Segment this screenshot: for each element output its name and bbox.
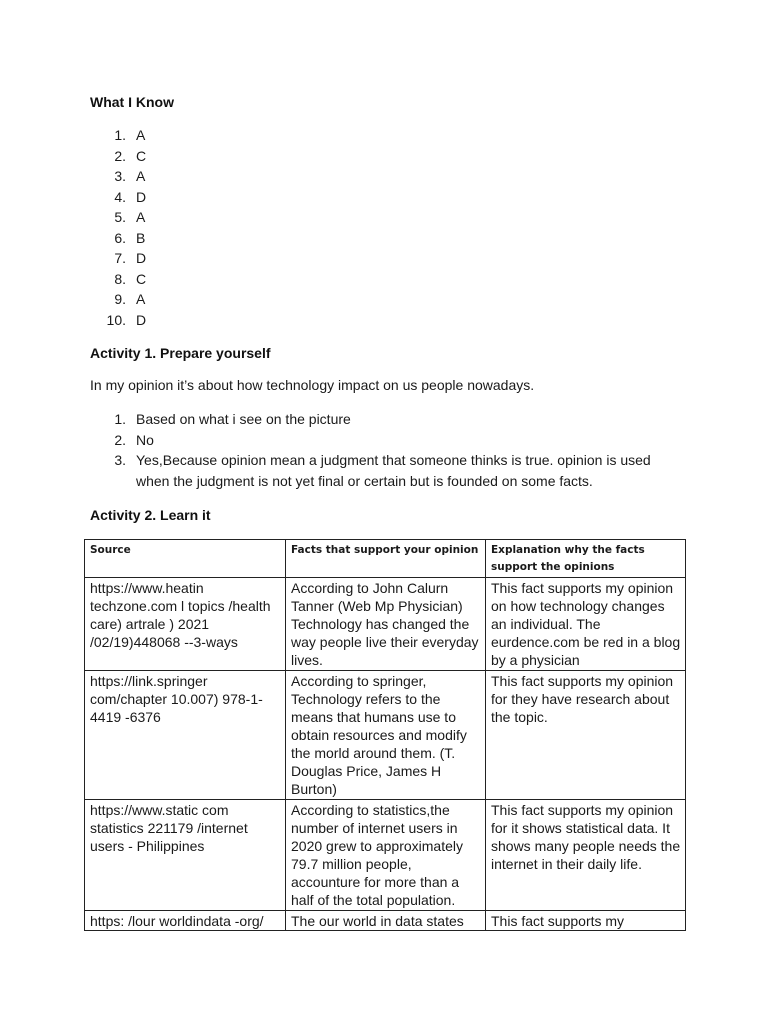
item-number: 3. <box>114 452 126 469</box>
cell-text: The our world in data states <box>291 913 464 929</box>
source-cell: https://www.static com statistics 221179 /internet users - Philippines <box>85 800 286 911</box>
table-row <box>85 911 686 931</box>
column-header-explanation: Explanation why the facts support the opinions <box>486 540 686 578</box>
item-number: 10. <box>106 311 126 328</box>
explanation-cell: This fact supports my opinion for they have research about the topic. <box>486 671 686 800</box>
list-item <box>90 289 390 310</box>
item-number: 2. <box>114 431 126 448</box>
explanation-cell: This fact supports my opinion for it shows statistical data. It shows many people needs the internet in their daily life. <box>486 800 686 911</box>
sources-table <box>84 539 686 931</box>
answer-text: B <box>136 229 146 246</box>
answer-text: C <box>136 147 147 164</box>
table-row <box>85 578 686 671</box>
answer-text: D <box>136 250 147 266</box>
item-text: Yes,Because opinion mean a judgment that someone thinks is true. opinion is used when the judgment is not yet final or certain but is founded on some facts. <box>136 452 651 489</box>
facts-cell: According to springer, Technology refers to the means that humans use to obtain resources and modify the morld around them. (T. Douglas Price, James H Burton) <box>286 671 486 800</box>
item-text: No <box>136 431 154 448</box>
list-item <box>90 125 390 146</box>
facts-cell <box>286 911 486 931</box>
list-item <box>90 269 390 290</box>
what-i-know-heading: What I Know <box>90 94 174 110</box>
item-number: 1. <box>114 127 126 143</box>
answer-text: A <box>136 209 146 225</box>
answer-text: A <box>136 168 146 184</box>
item-number: 3. <box>114 168 126 184</box>
column-header-facts: Facts that support your opinion <box>286 540 486 578</box>
facts-cell: According to statistics,the number of internet users in 2020 grew to approximately 79.7 million people, accounture for more than a half of the total population. <box>286 800 486 911</box>
answer-list <box>90 125 390 330</box>
cell-text: https: /lour worldindata -org/ <box>90 913 264 929</box>
answer-text: A <box>136 291 146 307</box>
answer-text: C <box>136 270 147 287</box>
table-row <box>85 800 686 911</box>
activity1-list <box>90 409 680 491</box>
table-row <box>85 671 686 800</box>
list-item <box>90 409 680 430</box>
list-item <box>90 228 390 249</box>
table-header-row <box>85 540 686 578</box>
source-cell: https://www.heatin techzone.com l topics /health care) artrale ) 2021 /02/19)448068 --3-ways <box>85 578 286 671</box>
list-item <box>90 146 390 167</box>
explanation-cell: This fact supports my opinion on how technology changes an individual. The eurdence.com be red in a blog by a physician <box>486 578 686 671</box>
list-item <box>90 450 680 491</box>
answer-text: D <box>136 188 147 205</box>
cell-text: This fact supports my <box>491 913 625 929</box>
item-number: 7. <box>114 250 126 266</box>
item-number: 6. <box>114 229 126 246</box>
item-text: Based on what i see on the picture <box>136 411 351 427</box>
item-number: 8. <box>114 270 126 287</box>
list-item <box>90 187 390 208</box>
list-item <box>90 166 390 187</box>
activity1-heading: Activity 1. Prepare yourself <box>90 345 271 361</box>
list-item <box>90 310 390 331</box>
source-cell: https://link.springer com/chapter 10.007) 978-1-4419 -6376 <box>85 671 286 800</box>
facts-cell: According to John Calurn Tanner (Web Mp Physician) Technology has changed the way people live their everyday lives. <box>286 578 486 671</box>
list-item <box>90 430 680 451</box>
item-number: 5. <box>114 209 126 225</box>
activity2-heading: Activity 2. Learn it <box>90 507 211 523</box>
item-number: 4. <box>114 188 126 205</box>
item-number: 1. <box>114 411 126 427</box>
item-number: 2. <box>114 147 126 164</box>
list-item <box>90 248 390 269</box>
answer-text: A <box>136 127 146 143</box>
column-header-source: Source <box>85 540 286 578</box>
source-cell <box>85 911 286 931</box>
item-number: 9. <box>114 291 126 307</box>
activity1-paragraph: In my opinion it’s about how technology impact on us people nowadays. <box>90 377 535 393</box>
answer-text: D <box>136 311 147 328</box>
explanation-cell <box>486 911 686 931</box>
list-item <box>90 207 390 228</box>
